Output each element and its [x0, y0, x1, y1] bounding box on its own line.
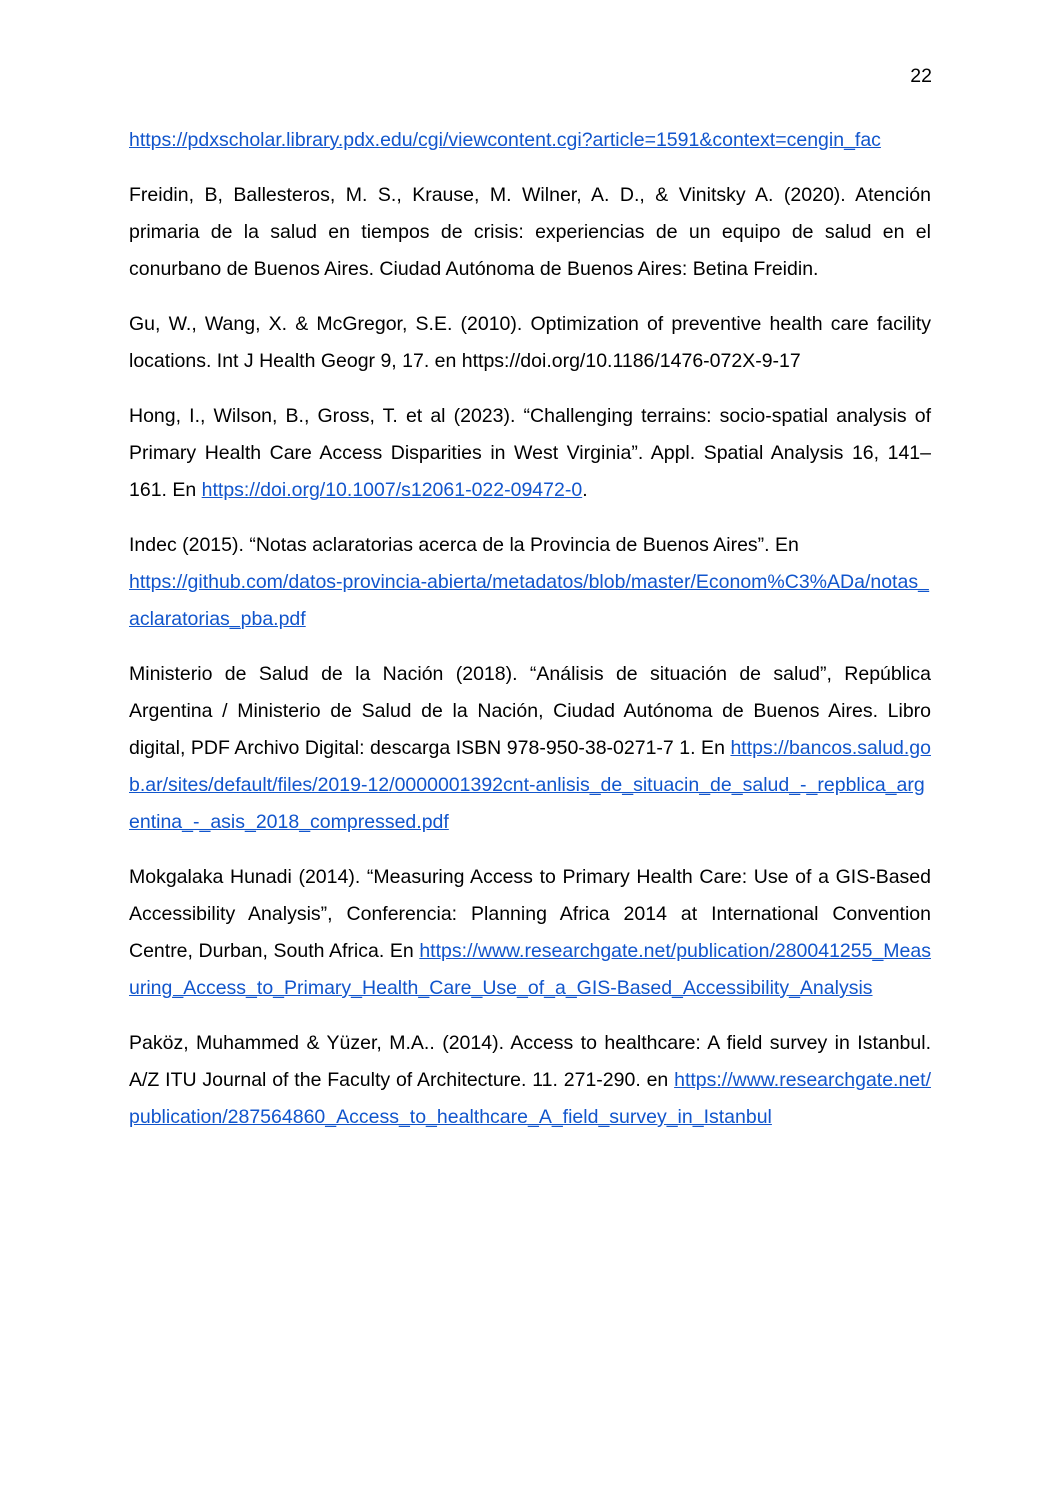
reference-text: Gu, W., Wang, X. & McGregor, S.E. (2010). Optimization of preventive health care facility locations. Int J Health Geogr 9, 17. en https://doi.org/10.1186/1476-072X-9-17 [129, 313, 931, 372]
reference-entry [129, 527, 931, 638]
reference-entry [129, 1025, 931, 1136]
reference-text-after: . [582, 479, 588, 501]
reference-list [129, 122, 931, 1154]
reference-link[interactable]: https://pdxscholar.library.pdx.edu/cgi/viewcontent.cgi?article=1591&context=cengin_fac [129, 129, 881, 151]
reference-text: Hong, I., Wilson, B., Gross, T. et al (2023). “Challenging terrains: socio-spatial analysis of Primary Health Care Access Disparities in West Virginia”. Appl. Spatial Analysis 16, 141–161. En [129, 405, 931, 501]
reference-entry [129, 398, 931, 509]
reference-entry [129, 306, 931, 380]
reference-text: Indec (2015). “Notas aclaratorias acerca de la Provincia de Buenos Aires”. En [129, 534, 799, 556]
reference-link[interactable]: https://www.researchgate.net/publication/280041255_Measuring_Access_to_Primary_Health_Care_Use_of_a_GIS-Based_Accessibility_Analysis [129, 940, 931, 999]
reference-text: Paköz, Muhammed & Yüzer, M.A.. (2014). Access to healthcare: A field survey in Istanbul. A/Z ITU Journal of the Faculty of Architecture. 11. 271-290. en [129, 1032, 931, 1091]
reference-text: Ministerio de Salud de la Nación (2018). “Análisis de situación de salud”, República Argentina / Ministerio de Salud de la Nación, Ciudad Autónoma de Buenos Aires. Libro digital, PDF Archivo Digital: descarga ISBN 978-950-38-0271-7 1. En [129, 663, 931, 759]
reference-entry [129, 122, 931, 159]
reference-text: Mokgalaka Hunadi (2014). “Measuring Access to Primary Health Care: Use of a GIS-Based Accessibility Analysis”, Conferencia: Planning Africa 2014 at International Convention Centre, Durban, South Africa. En [129, 866, 931, 962]
reference-entry [129, 656, 931, 841]
reference-link[interactable]: https://bancos.salud.gob.ar/sites/default/files/2019-12/0000001392cnt-anlisis_de_situacin_de_salud_-_repblica_argentina_-_asis_2018_compressed.pdf [129, 737, 931, 833]
reference-link[interactable]: https://github.com/datos-provincia-abierta/metadatos/blob/master/Econom%C3%ADa/notas_aclaratorias_pba.pdf [129, 571, 929, 630]
page-number: 22 [910, 65, 932, 87]
reference-link[interactable]: https://www.researchgate.net/publication/287564860_Access_to_healthcare_A_field_survey_in_Istanbul [129, 1069, 931, 1128]
reference-text: Freidin, B, Ballesteros, M. S., Krause, M. Wilner, A. D., & Vinitsky A. (2020). Atención primaria de la salud en tiempos de crisis: experiencias de un equipo de salud en el conurbano de Buenos Aires. Ciudad Autónoma de Buenos Aires: Betina Freidin. [129, 184, 931, 280]
reference-entry [129, 177, 931, 288]
reference-entry [129, 859, 931, 1007]
reference-link[interactable]: https://doi.org/10.1007/s12061-022-09472-0 [201, 479, 583, 501]
